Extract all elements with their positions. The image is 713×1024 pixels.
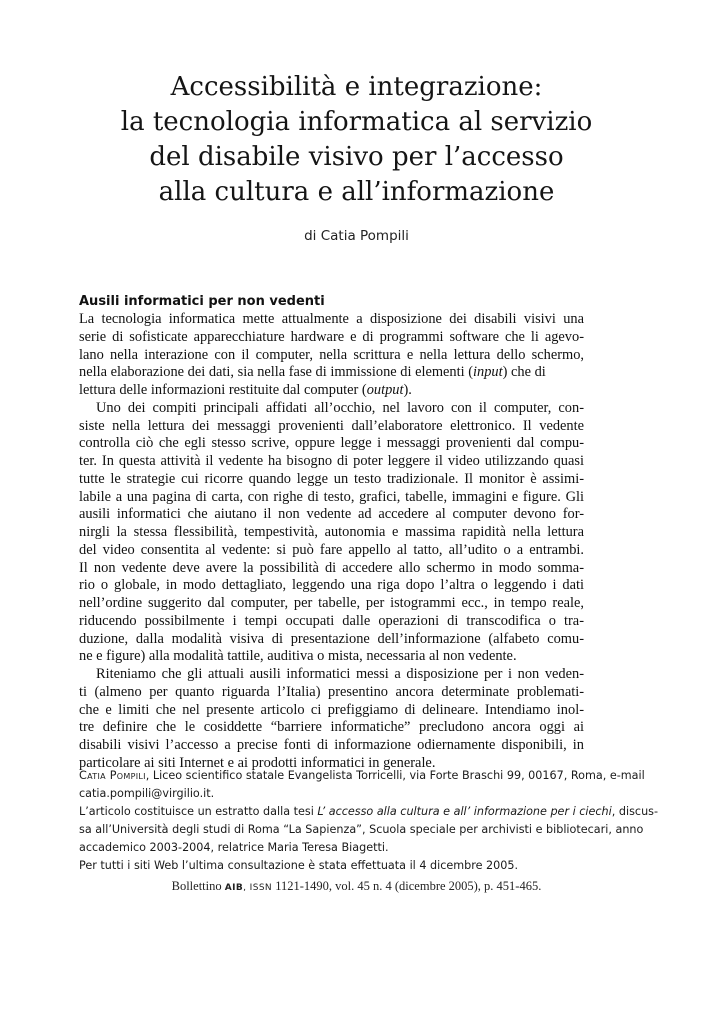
author-notes: [79, 767, 659, 874]
body-line: duzione, dalla modalità visiva di presentazione dell’informazione (alfabeto comu-: [79, 630, 584, 647]
body-line: disabili visivi l’accesso a precise fonti di informazione odiernamente disponibili, in: [79, 737, 584, 753]
thesis-line: sa all’Università degli studi di Roma “La Sapienza”, Scuola speciale per archivisti e bibliotecari, anno: [79, 822, 644, 836]
body-line: lettura delle informazioni restituite dal computer (output).: [79, 382, 412, 398]
affiliation-line: Catia Pompili, Liceo scientifico statale Evangelista Torricelli, via Forte Braschi 99, 00167, Roma, e-mail: [79, 769, 645, 782]
body-line: controlla ciò che egli stesso scrive, oppure legge i messaggi provenienti dal compu-: [79, 435, 584, 452]
article-title: [60, 70, 653, 210]
body-line: serie di sofisticate apparecchiature hardware e di programmi software che li agevo-: [79, 328, 584, 345]
body-line: tutte le strategie cui ricorre quando legge un testo tradizionale. Il monitor è assimi-: [79, 470, 584, 487]
body-line: che e limiti che nel presente articolo ci prefiggiamo di delineare. Intendiamo inol-: [79, 701, 584, 718]
title-line: del disabile visivo per l’accesso: [149, 142, 564, 172]
author-byline: di Catia Pompili: [304, 228, 409, 244]
title-line: alla cultura e all’informazione: [158, 177, 555, 207]
body-line: tre definire che le cosiddette “barriere informatiche” precludono ancora oggi ai: [79, 719, 584, 736]
article-body: [79, 311, 584, 773]
body-line: nirgli la stessa flessibilità, tempestività, autonomia e massima rapidità nella lettura: [79, 524, 584, 540]
body-line: ter. In questa attività il vedente ha bisogno di poter leggere il video utilizzando quasi: [79, 453, 584, 469]
body-line: ti (almeno per quanto riguarda l’Italia) presentino ancora determinate problemati-: [79, 683, 584, 700]
body-line: ausili informatici che aiutano il non vedente ad accedere al computer devono for-: [79, 506, 584, 523]
thesis-line: L’articolo costituisce un estratto dalla tesi L’ accesso alla cultura e all’ informazione per i ciechi, discus-: [79, 804, 659, 818]
thesis-line: accademico 2003-2004, relatrice Maria Teresa Biagetti.: [79, 840, 389, 854]
body-line: nella elaborazione dei dati, sia nella fase di immissione di elementi (input) che di: [79, 364, 546, 381]
body-line: rio o globale, in modo dettagliato, leggendo una riga dopo l’altra o leggendo i dati: [79, 577, 584, 594]
title-line: la tecnologia informatica al servizio: [120, 107, 593, 137]
body-line: siste nella lettura dei messaggi provenienti dall’elaboratore elettronico. Il vedente: [79, 417, 584, 434]
title-line: Accessibilità e integrazione:: [170, 72, 543, 102]
email-line: catia.pompili@virgilio.it.: [79, 786, 215, 800]
web-note: Per tutti i siti Web l’ultima consultazione è stata effettuata il 4 dicembre 2005.: [79, 858, 519, 872]
body-line: La tecnologia informatica mette attualmente a disposizione dei disabili visivi una: [79, 311, 584, 327]
author-name: Catia Pompili: [79, 769, 146, 782]
journal-citation: Bollettino AIB, ISSN 1121-1490, vol. 45 n. 4 (dicembre 2005), p. 451-465.: [171, 879, 542, 893]
body-line: Il non vedente deve avere la possibilità di accedere allo schermo in modo somma-: [79, 559, 584, 576]
body-line: riducendo possibilmente i tempi occupati dalle operazioni di transcodifica o tra-: [79, 612, 584, 629]
body-line: particolare ai siti Internet e ai prodotti informatici in generale.: [79, 754, 436, 771]
body-line: Riteniamo che gli attuali ausili informatici messi a disposizione per i non veden-: [96, 666, 584, 682]
body-line: del video consentita al vedente: si può fare appello al tatto, all’udito o a entrambi.: [79, 541, 584, 558]
body-line: nell’ordine suggerito dal computer, per tabelle, per istogrammi ecc., in tempo reale,: [79, 595, 584, 611]
body-line: lano nella interazione con il computer, nella scrittura e nella lettura dello schermo,: [79, 346, 584, 363]
section-heading: Ausili informatici per non vedenti: [79, 294, 325, 309]
body-line: ne e figure) alla modalità tattile, auditiva o mista, necessaria al non vedente.: [79, 648, 517, 665]
body-line: Uno dei compiti principali affidati all’occhio, nel lavoro con il computer, con-: [96, 399, 584, 416]
body-line: labile a una pagina di carta, con righe di testo, grafici, tabelle, immagini e figure. Gli: [79, 488, 584, 505]
